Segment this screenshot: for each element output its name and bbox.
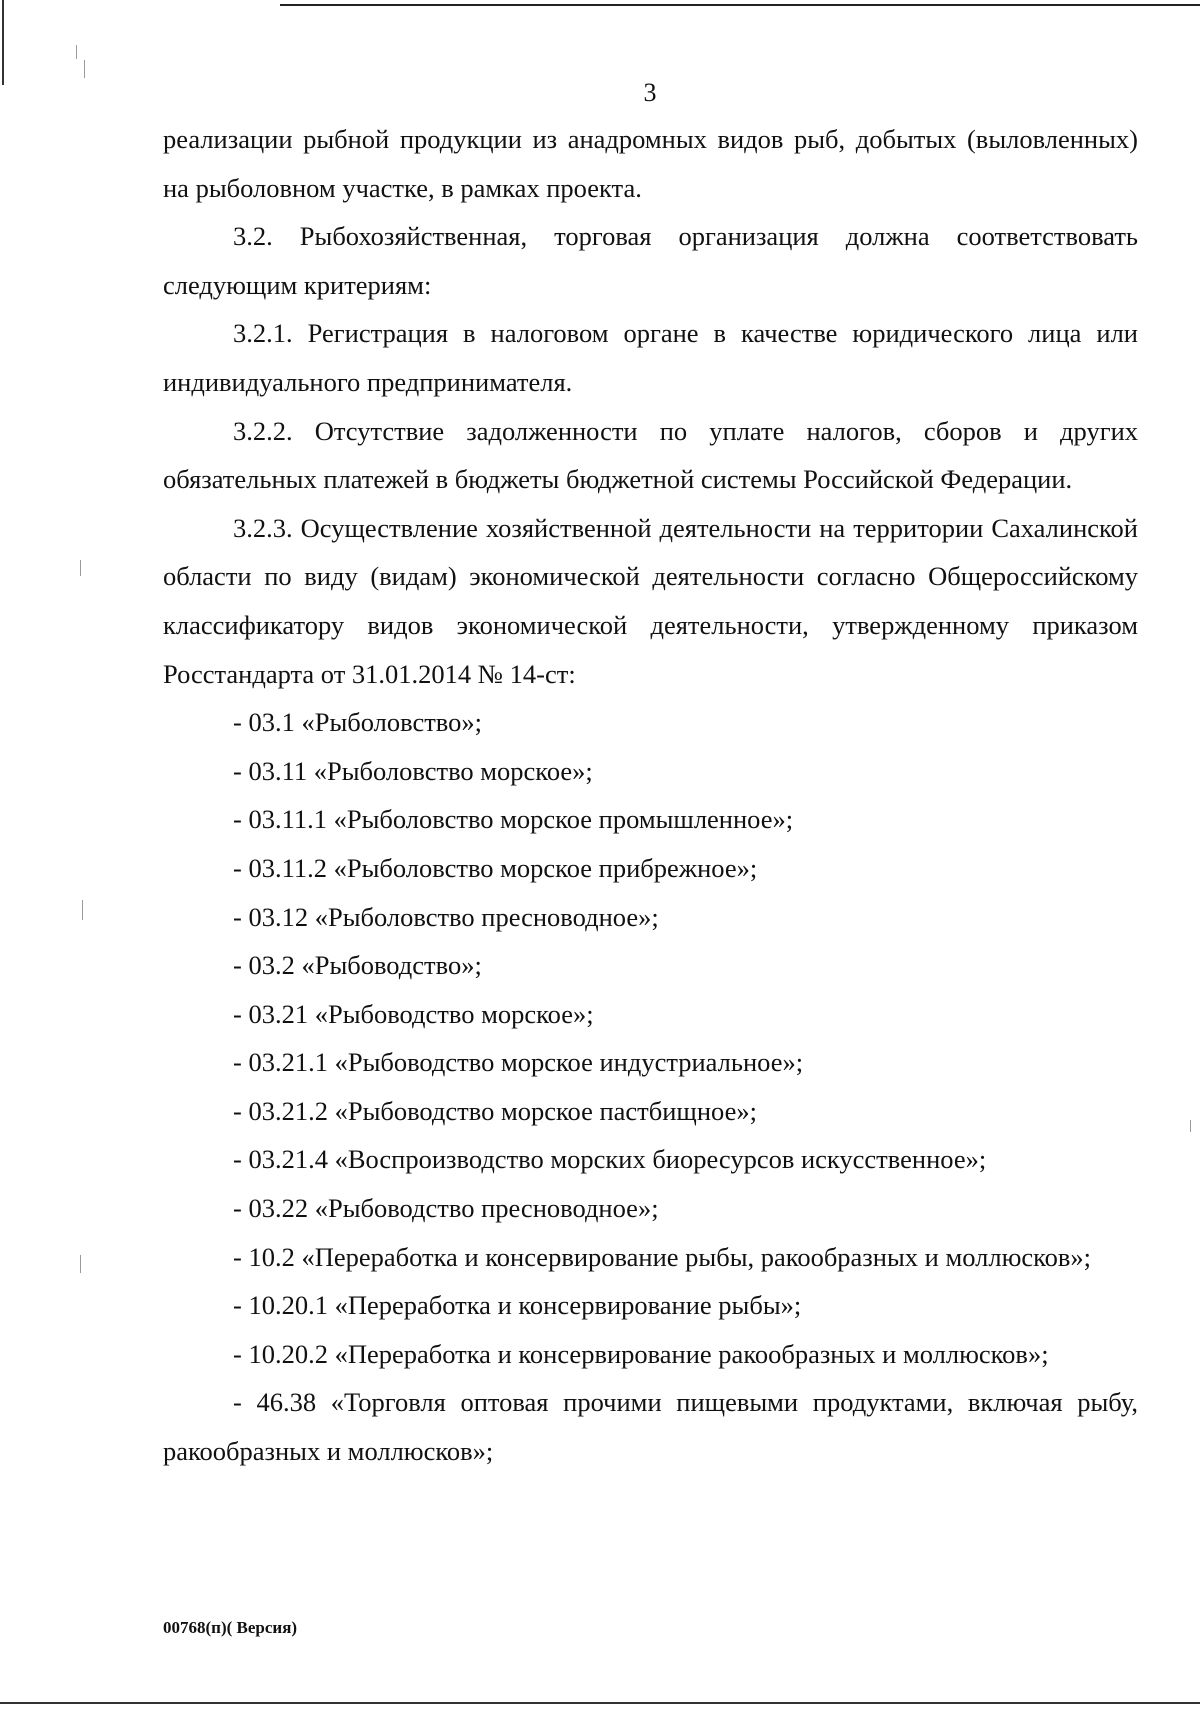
scan-speck bbox=[1190, 1120, 1191, 1132]
page-number: 3 bbox=[643, 78, 657, 107]
okved-list-item: - 03.21 «Рыбоводство морское»; bbox=[233, 998, 594, 1029]
okved-list-item: - 46.38 «Торговля оптовая прочими пищевыми продуктами, включая рыбу, ракообразных и моллюсков»; bbox=[163, 1387, 1138, 1467]
okved-list-item: - 10.2 «Переработка и консервирование рыбы, ракообразных и моллюсков»; bbox=[233, 1241, 1092, 1272]
document-body bbox=[163, 115, 1138, 1476]
document-footer-code: 00768(п)( Версия) bbox=[163, 1618, 298, 1637]
okved-list-item: - 10.20.2 «Переработка и консервирование ракообразных и моллюсков»; bbox=[233, 1338, 1049, 1369]
paragraph-3-2: 3.2. Рыбохозяйственная, торговая организация должна соответствовать следующим критериям: bbox=[163, 221, 1138, 300]
scan-edge-bottom bbox=[0, 1702, 1200, 1704]
okved-list-item: - 10.20.1 «Переработка и консервирование рыбы»; bbox=[233, 1290, 802, 1321]
okved-list-item: - 03.21.1 «Рыбоводство морское индустриальное»; bbox=[233, 1047, 804, 1078]
scan-speck bbox=[80, 560, 81, 576]
paragraph-3-2-1: 3.2.1. Регистрация в налоговом органе в качестве юридического лица или индивидуального предпринимателя. bbox=[163, 318, 1138, 397]
okved-list-item: - 03.11.1 «Рыболовство морское промышленное»; bbox=[233, 804, 794, 835]
okved-list-item: - 03.1 «Рыболовство»; bbox=[233, 707, 482, 738]
scan-speck bbox=[82, 900, 83, 920]
okved-list-item: - 03.2 «Рыбоводство»; bbox=[233, 950, 482, 981]
scan-speck bbox=[80, 1255, 81, 1273]
okved-list-item: - 03.12 «Рыболовство пресноводное»; bbox=[233, 901, 659, 932]
paragraph-3-2-2: 3.2.2. Отсутствие задолженности по уплате налогов, сборов и других обязательных платежей в бюджеты бюджетной системы Российской Федерации. bbox=[163, 415, 1138, 495]
scan-edge-top bbox=[280, 4, 1200, 6]
okved-list-item: - 03.22 «Рыбоводство пресноводное»; bbox=[233, 1193, 659, 1224]
okved-list-item: - 03.11 «Рыболовство морское»; bbox=[233, 755, 593, 786]
scan-speck bbox=[76, 45, 77, 59]
okved-list-item: - 03.21.2 «Рыбоводство морское пастбищное»; bbox=[233, 1095, 757, 1126]
okved-list-item: - 03.21.4 «Воспроизводство морских биоресурсов искусственное»; bbox=[233, 1144, 987, 1175]
okved-list-item: - 03.11.2 «Рыболовство морское прибрежное»; bbox=[233, 852, 758, 883]
paragraph-continuation: реализации рыбной продукции из анадромных видов рыб, добытых (выловленных) на рыболовном участке, в рамках проекта. bbox=[163, 124, 1138, 203]
scan-edge-left bbox=[2, 0, 4, 85]
paragraph-3-2-3: 3.2.3. Осуществление хозяйственной деятельности на территории Сахалинской области по виду (видам) экономической деятельности согласно Общероссийскому классификатору видов экономической деятельности, утвержденному приказом Росстандарта от 31.01.2014 № 14-ст: bbox=[163, 512, 1138, 689]
